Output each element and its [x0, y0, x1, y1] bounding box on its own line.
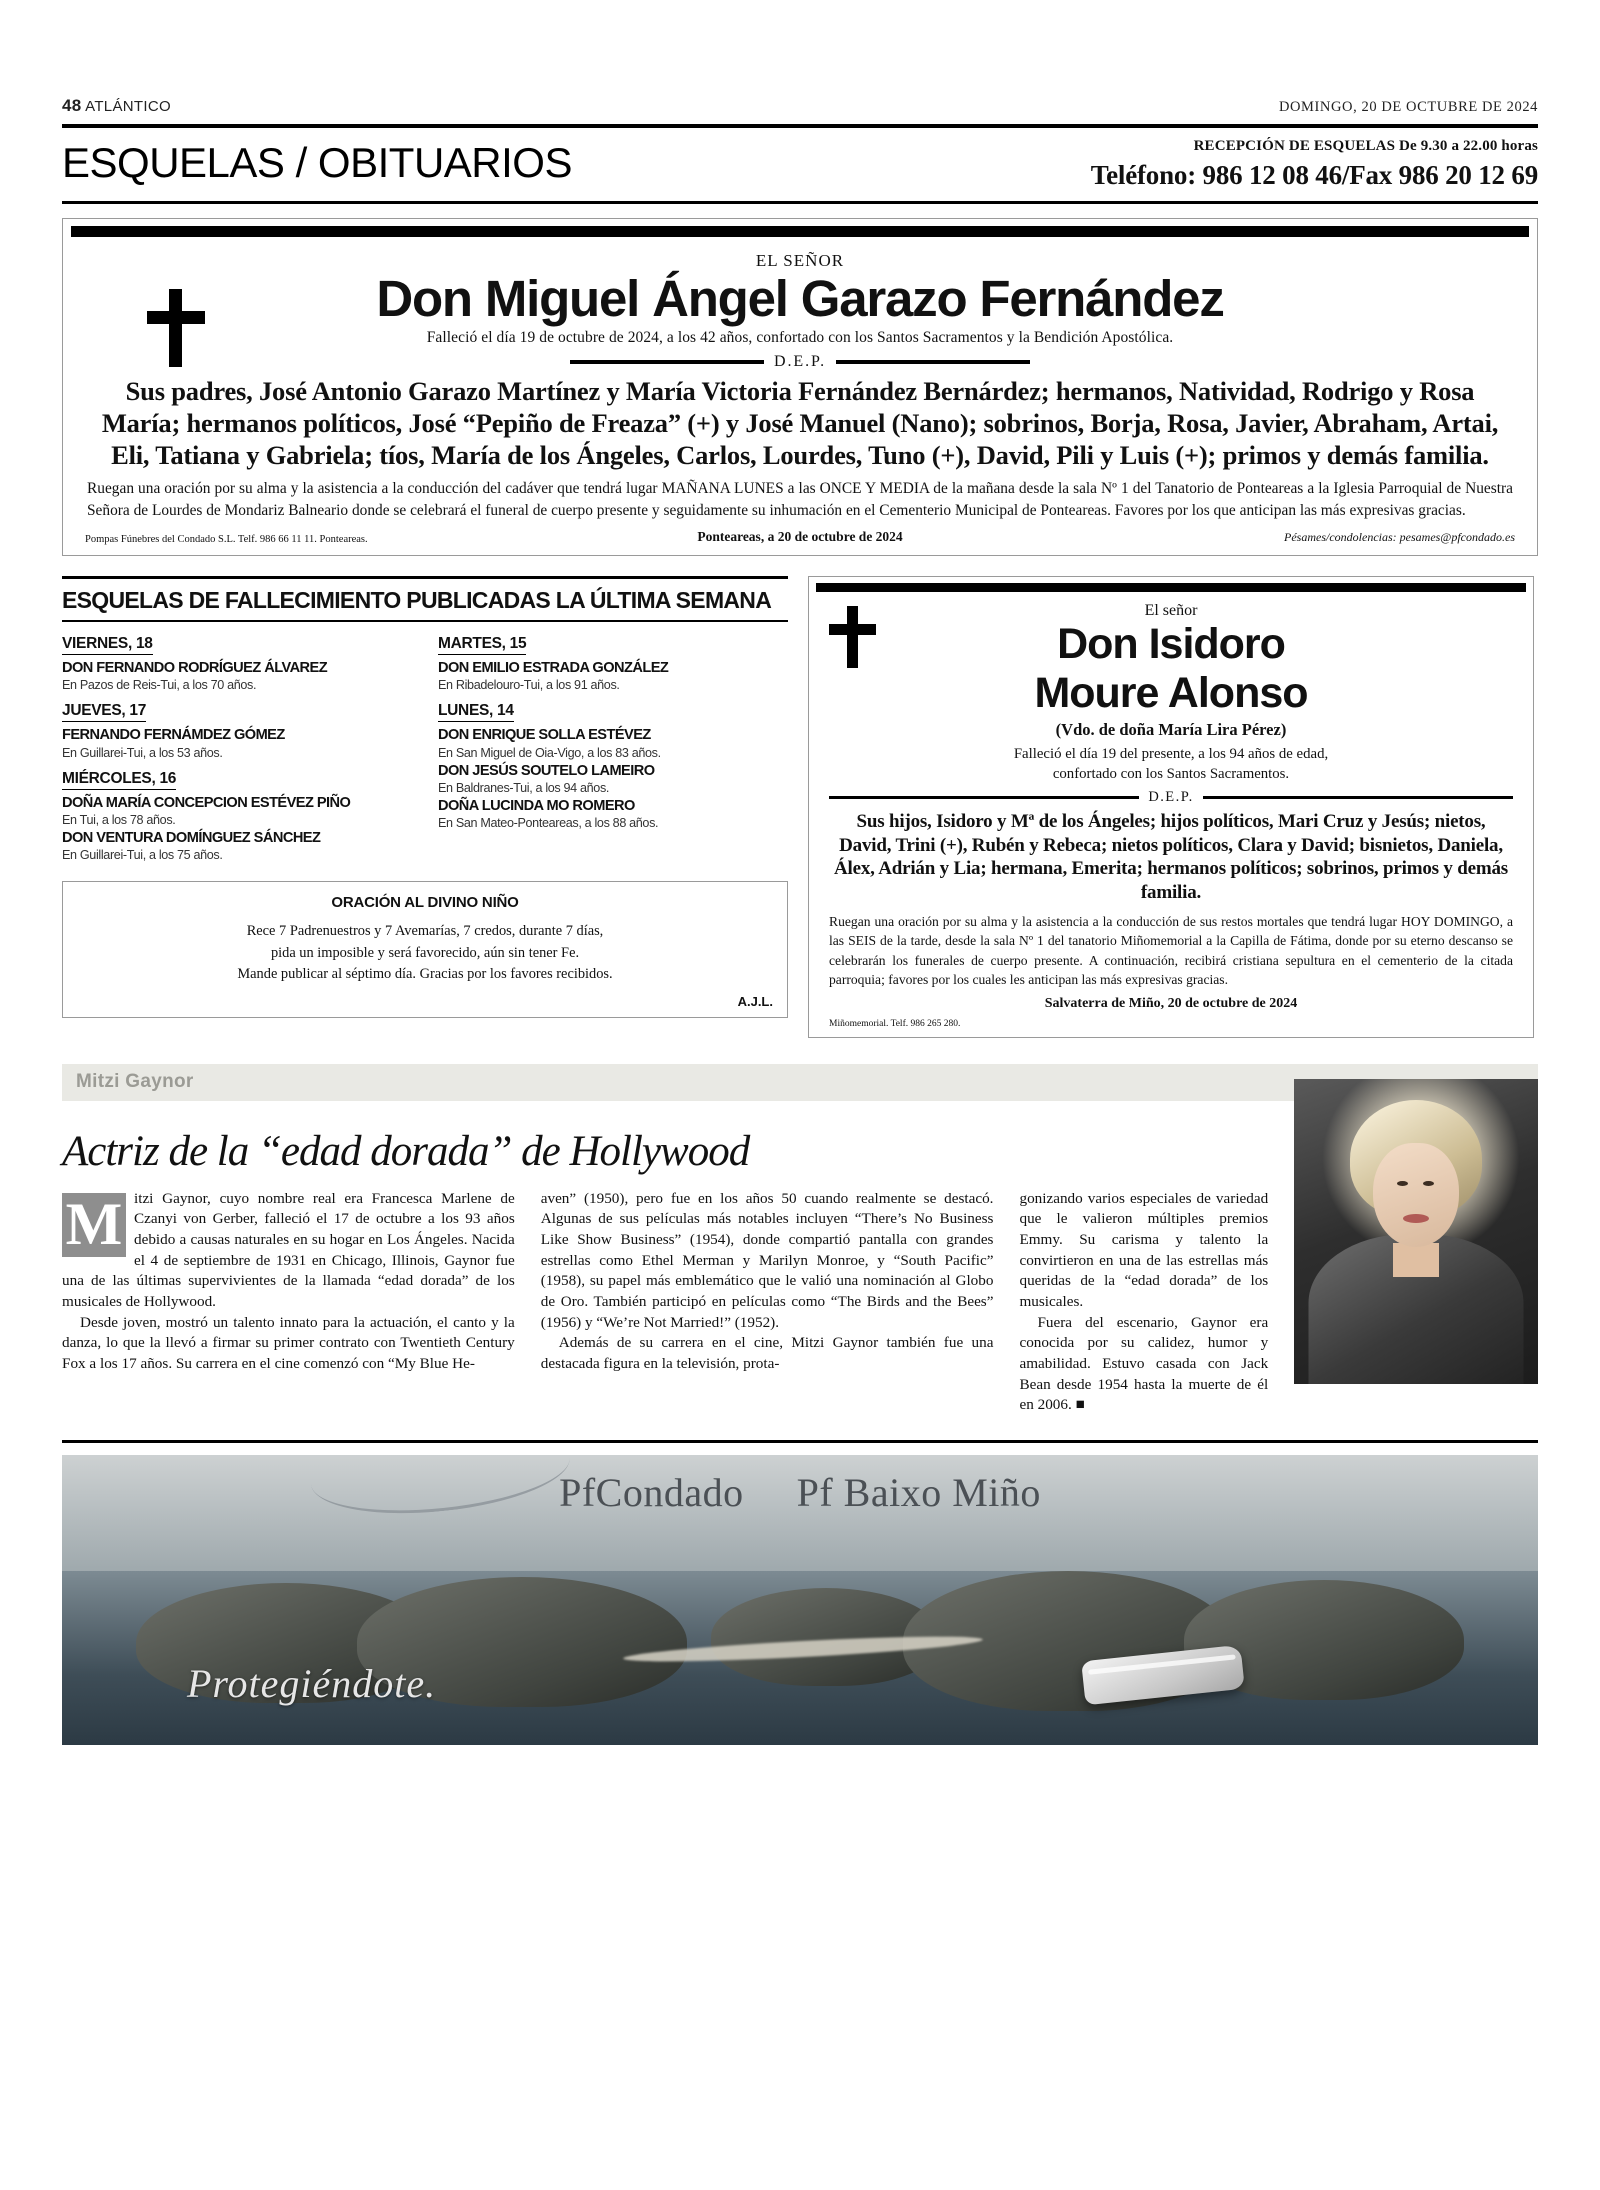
deceased-name: Don Miguel Ángel Garazo Fernández — [376, 269, 1224, 327]
deceased-name-line-1: Don Isidoro — [1057, 620, 1285, 669]
funeral-notice: Ruegan una oración por su alma y la asistencia a la conducción de sus restos mortales que tendrá lugar HOY DOMINGO, a las SEIS de la tarde, desde la sala Nº 1 del tanatorio Miñomemorial a la Capilla de Fátima, donde por su eterno descanso se celebrarán los funerales de cuerpo presente. A continuación, recibirá cristiana sepultura en el cementerio de la citada parroquia; favores por los cuales les anticipan las más expresivas gracias. — [829, 913, 1513, 987]
reception-hours: De 9.30 a 22.00 horas — [1399, 138, 1538, 154]
list-item-place: En Guillarei-Tui, a los 75 años. — [62, 848, 223, 863]
article-column-2 — [541, 1189, 994, 1416]
header-rule-thick — [62, 124, 1538, 128]
reception-label: RECEPCIÓN DE ESQUELAS — [1193, 138, 1396, 154]
prayer-line-1: Rece 7 Padrenuestros y 7 Avemarías, 7 credos, durante 7 días, — [246, 923, 604, 940]
weekly-day: LUNES, 14 — [438, 702, 514, 722]
page-folio — [62, 0, 1538, 116]
weekly-deaths-list — [62, 576, 788, 865]
list-item: DOÑA MARÍA CONCEPCION ESTÉVEZ PIÑO — [62, 794, 351, 811]
lower-section — [62, 576, 1538, 1038]
page-title: ESQUELAS / OBITUARIOS — [62, 139, 572, 186]
article-headline: Actriz de la “edad dorada” de Hollywood — [62, 1128, 750, 1176]
weekly-title: ESQUELAS DE FALLECIMIENTO PUBLICADAS LA ÚLTIMA SEMANA — [62, 587, 788, 622]
page-number: 48 — [62, 96, 82, 115]
left-column — [62, 576, 788, 1038]
drop-cap: M — [62, 1193, 126, 1257]
dep-divider — [570, 353, 1030, 371]
list-item-place: En Pazos de Reis-Tui, a los 70 años. — [62, 678, 257, 693]
family-list: Sus padres, José Antonio Garazo Martínez y María Victoria Fernández Bernárdez; hermanos, Natividad, Rodrigo y Rosa María; hermanos políticos, José “Pepiño de Freaza” (+) y José Manuel (Nano); sobrinos, Borja, Rosa, Javier, Abraham, Artai, Eli, Tatiana y Gabriela; tíos, María de los Ángeles, Carlos, Lourdes, Tuno (+), David, Pili y Luis (+); primos y demás familia. — [101, 375, 1499, 471]
honorific: EL SEÑOR — [755, 250, 845, 270]
paragraph: gonizando varios especiales de variedad que le valieron múltiples premios Emmy. Su carisma y talento la convirtieron en una de las estrellas más queridas de la “edad dorada” de los musicales. — [1019, 1189, 1269, 1311]
list-item-place: En Guillarei-Tui, a los 53 años. — [62, 745, 223, 760]
issue-date: DOMINGO, 20 DE OCTUBRE DE 2024 — [1278, 99, 1538, 115]
feature-article — [62, 1064, 1538, 1416]
article-photo — [1294, 1079, 1538, 1384]
paragraph: Desde joven, mostró un talento innato para la actuación, el canto y la danza, lo que la llevó a firmar su primer contrato con Twentieth Century Fox a los 17 años. Su carrera en el cine comenzó con “My Blue He- — [62, 1313, 515, 1373]
list-item: FERNANDO FERNÁMDEZ GÓMEZ — [62, 727, 285, 744]
brand-logo-condado: PfCondado — [559, 1470, 744, 1516]
weekly-day: MARTES, 15 — [438, 635, 526, 655]
advertisement-banner[interactable] — [62, 1455, 1538, 1745]
obituary-second-topbar — [816, 583, 1526, 592]
list-item: DON VENTURA DOMÍNGUEZ SÁNCHEZ — [62, 829, 321, 846]
article-column-1 — [62, 1189, 515, 1416]
weekly-day: MIÉRCOLES, 16 — [62, 770, 176, 790]
paragraph: Además de su carrera en el cine, Mitzi Gaynor también fue una destacada figura en la televisión, prota- — [540, 1334, 994, 1373]
funeral-notice: Ruegan una oración por su alma y la asistencia a la conducción del cadáver que tendrá lugar MAÑANA LUNES a las ONCE Y MEDIA de la mañana desde la sala Nº 1 del Tanatorio de Ponteareas a la Iglesia Parroquial de Nuestra Señora de Lourdes de Mondariz Balneario donde se celebrará el funeral de cuerpo presente y seguidamente su inhumación en el Cementerio Municipal de Ponteareas. Favores por los que anticipan las más expresivas gracias. — [87, 479, 1513, 519]
weekly-day: JUEVES, 17 — [62, 702, 146, 722]
paragraph: Fuera del escenario, Gaynor era conocida por su calidez, humor y amabilidad. Estuvo casada con Jack Bean desde 1954 hasta la muerte de él en 2006. ■ — [1019, 1313, 1269, 1414]
list-item-place: En San Miguel de Oia-Vigo, a los 83 años. — [438, 745, 661, 760]
place-date: Ponteareas, a 20 de octubre de 2024 — [697, 529, 903, 545]
obituary-main-inner — [63, 237, 1537, 550]
list-item: DON JESÚS SOUTELO LAMEIRO — [438, 762, 655, 779]
death-details: Falleció el día 19 de octubre de 2024, a los 42 años, confortado con los Santos Sacramentos y la Bendición Apostólica. — [426, 328, 1174, 346]
folio-left — [62, 96, 171, 116]
place-date: Salvaterra de Miño, 20 de octubre de 2024 — [1044, 996, 1298, 1012]
header-rule-thin — [62, 201, 1538, 204]
article-column-3 — [1019, 1189, 1268, 1416]
list-item-place: En Tui, a los 78 años. — [62, 812, 176, 827]
weekly-column-2 — [438, 628, 788, 865]
prayer-title: ORACIÓN AL DIVINO NIÑO — [331, 894, 519, 912]
honorific: El señor — [1144, 602, 1198, 620]
ad-tagline: Protegiéndote. — [187, 1661, 437, 1707]
list-item: DON FERNANDO RODRÍGUEZ ÁLVAREZ — [62, 660, 328, 677]
widower-note: (Vdo. de doña María Lira Pérez) — [1055, 720, 1287, 740]
dep-label: D.E.P. — [774, 352, 826, 370]
paragraph: aven” (1950), pero fue en los años 50 cuando realmente se destacó. Algunas de sus películas más notables incluyen “There’s No Business Like Show Business” (1954), donde compartió pantalla con grandes estrellas como Ethel Merman y Marilyn Monroe, y “South Pacific” (1958), su papel más emblemático que le valió una nominación al Globo de Oro. También participó en películas como “The Birds and the Bees” (1956) y “We’re Not Married!” (1952). — [540, 1189, 994, 1331]
brand-logo-baixo-mino: Pf Baixo Miño — [796, 1470, 1041, 1516]
death-details-line-1: Falleció el día 19 del presente, a los 94 años de edad, — [1013, 746, 1329, 763]
list-item-place: En Ribadelouro-Tui, a los 91 años. — [438, 678, 620, 693]
weekly-day: VIERNES, 18 — [62, 635, 153, 655]
ad-logos — [62, 1469, 1538, 1516]
obituary-main — [62, 218, 1538, 557]
list-item-place: En San Mateo-Ponteareas, a los 88 años. — [438, 816, 659, 831]
reception-line — [1091, 138, 1538, 155]
article-kicker: Mitzi Gaynor — [62, 1064, 1538, 1101]
deceased-name-line-2: Moure Alonso — [1034, 669, 1308, 718]
prayer-line-2: pida un imposible y será favorecido, aún sin tener Fe. — [270, 944, 580, 961]
death-details-line-2: confortado con los Santos Sacramentos. — [1052, 765, 1290, 782]
obituary-second-inner — [809, 592, 1533, 1037]
condolences-email[interactable]: Pésames/condolencias: pesames@pfcondado.es — [1284, 530, 1516, 545]
phone-line: Teléfono: 986 12 08 46/Fax 986 20 12 69 — [1090, 160, 1538, 190]
article-body — [62, 1189, 1538, 1416]
prayer-box — [62, 881, 788, 1018]
paragraph: M itzi Gaynor, cuyo nombre real era Francesca Marlene de Czanyi von Gerber, falleció el 17 de octubre a los 93 años debido a causas naturales en su hogar en Los Ángeles. Nacida el 4 de septiembre de 1931 en Chicago, Illinois, Gaynor fue una de las últimas supervivientes de la llamada “edad dorada” de los musicales de Hollywood. — [62, 1189, 515, 1311]
list-item: DON EMILIO ESTRADA GONZÁLEZ — [438, 660, 669, 677]
funeral-home-credit: Pompas Fúnebres del Condado S.L. Telf. 986 66 11 11. Ponteareas. — [85, 534, 368, 546]
esquelas-contact — [1091, 138, 1538, 191]
ad-divider-rule — [62, 1440, 1538, 1443]
family-list: Sus hijos, Isidoro y Mª de los Ángeles; hijos políticos, Mari Cruz y Jesús; nietos, David, Trini (+), Rubén y Rebeca; nietos políticos, Clara y David; bisnietos, Daniela, Álex, Adrián y Lia; hermana, Emerita; hermanos políticos; sobrinos, primos y demás familia. — [834, 810, 1508, 904]
dep-divider — [829, 789, 1513, 806]
prayer-signature: A.J.L. — [737, 993, 773, 1009]
list-item-place: En Baldranes-Tui, a los 94 años. — [438, 780, 610, 795]
list-item: DON ENRIQUE SOLLA ESTÉVEZ — [438, 727, 651, 744]
obituary-main-footer — [85, 529, 1515, 545]
section-masthead — [62, 138, 1538, 191]
prayer-line-3: Mande publicar al séptimo día. Gracias por los favores recibidos. — [237, 966, 613, 983]
obituary-main-topbar — [71, 226, 1529, 237]
obituary-second — [808, 576, 1534, 1038]
dep-label: D.E.P. — [1148, 788, 1194, 805]
paper-name: ATLÁNTICO — [85, 98, 171, 115]
list-item: DOÑA LUCINDA MO ROMERO — [438, 797, 635, 814]
right-column — [808, 576, 1534, 1038]
weekly-column-1 — [62, 628, 412, 865]
funeral-home-credit: Miñomemorial. Telf. 986 265 280. — [829, 1019, 961, 1030]
